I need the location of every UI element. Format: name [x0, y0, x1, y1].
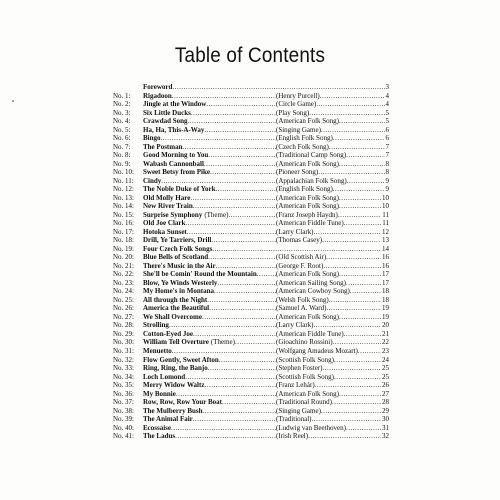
dot-leader	[350, 287, 381, 296]
entry-source: (Franz Joseph Haydn)	[276, 210, 338, 219]
entry-source: (Singing Game)	[276, 406, 321, 415]
entry-note: (Theme)	[210, 338, 235, 347]
entry-source: (American Folk Song)	[276, 202, 339, 211]
contents-entry	[113, 330, 389, 339]
entry-number: No. 17:	[113, 227, 134, 236]
dot-leader	[334, 373, 381, 382]
contents-entry	[113, 194, 389, 203]
entry-number: No. 27:	[113, 312, 134, 321]
entry-number: No. 2:	[113, 100, 131, 109]
entry-source: (American Folk Song)	[276, 159, 339, 168]
entry-title: The Noble Duke of York	[143, 185, 216, 194]
entry-title: Ring, Ring, the Banjo	[143, 364, 208, 373]
entry-title: Drill, Ye Tarriers, Drill	[143, 236, 212, 245]
entry-title: Merry Widow Waltz	[143, 381, 205, 390]
contents-entry	[113, 262, 389, 271]
entry-page-number: 3	[385, 83, 389, 91]
entry-source: (Czech Folk Song)	[276, 142, 329, 151]
entry-page-number: 22	[382, 338, 389, 347]
entry-number: No. 14:	[113, 202, 134, 211]
entry-title: Foreword	[143, 83, 173, 91]
entry-title: The Animal Fair	[143, 415, 193, 424]
entry-page-number: 25	[382, 364, 389, 373]
entry-page-number: 24	[382, 355, 389, 364]
entry-title: Blow, Ye Winds Westerly	[143, 278, 218, 287]
dot-leader	[191, 109, 276, 118]
contents-entry	[113, 202, 389, 211]
entry-source: (George F. Root)	[276, 261, 324, 270]
entry-source: (Circle Game)	[276, 100, 317, 109]
contents-entry	[113, 100, 389, 109]
dot-leader	[172, 347, 276, 356]
contents-entry	[113, 83, 389, 92]
entry-number: No. 5:	[113, 125, 131, 134]
entry-page-number: 17	[382, 270, 389, 279]
dot-leader	[208, 253, 276, 262]
dot-leader	[346, 279, 381, 288]
dot-leader	[188, 117, 276, 126]
entry-page-number: 8	[385, 168, 389, 177]
entry-source: (Henry Purcell)	[276, 91, 320, 100]
entry-title: Surprise Symphony	[143, 210, 203, 219]
contents-entry	[113, 177, 389, 186]
entry-source: (American Folk Song)	[276, 117, 339, 126]
entry-title: Ecossaise	[143, 423, 171, 432]
entry-number: No. 8:	[113, 151, 131, 160]
contents-entry	[113, 432, 389, 441]
entry-title: The Postman	[143, 142, 183, 151]
entry-title: Strolling	[143, 321, 169, 330]
entry-title: The Mulberry Bush	[143, 406, 203, 415]
entry-page-number: 11	[382, 210, 389, 219]
dot-leader	[235, 338, 276, 347]
entry-source: (Traditional)	[276, 415, 312, 424]
contents-entry	[113, 253, 389, 262]
contents-entry	[113, 160, 389, 169]
entry-page-number: 17	[382, 278, 389, 287]
dot-leader	[339, 202, 381, 211]
entry-source: (American Folk Song)	[276, 312, 339, 321]
entry-page-number: 29	[382, 406, 389, 415]
entry-source: (Irish Reel)	[276, 432, 309, 441]
entry-page-number: 30	[382, 415, 389, 424]
entry-title: She'll be Comin' Round the Mountain	[143, 270, 257, 279]
entry-number: No. 15:	[113, 210, 134, 219]
entry-number: No. 29:	[113, 329, 134, 338]
entry-title: Loch Lomond	[143, 372, 186, 381]
entry-number: No. 28:	[113, 321, 134, 330]
dot-leader	[333, 134, 385, 143]
entry-number: No. 33:	[113, 364, 134, 373]
contents-entry	[113, 109, 389, 118]
entry-number: No. 23:	[113, 278, 134, 287]
entry-page-number: 7	[385, 151, 389, 160]
dot-leader	[347, 177, 385, 186]
dot-leader	[322, 364, 381, 373]
dot-leader	[204, 160, 276, 169]
entry-page-number: 19	[382, 304, 389, 313]
contents-entry	[113, 270, 389, 279]
entry-page-number: 31	[382, 423, 389, 432]
contents-entry	[113, 245, 389, 254]
contents-entry	[113, 126, 389, 135]
entry-number: No. 19:	[113, 244, 134, 253]
entry-number: No. 41:	[113, 432, 134, 441]
dot-leader	[333, 185, 385, 194]
entry-source: (Franz Lehár)	[276, 381, 315, 390]
dot-leader	[329, 296, 381, 305]
page-title: Table of Contents	[174, 44, 326, 67]
dot-leader	[332, 398, 381, 407]
entry-number: No. 1:	[113, 91, 131, 100]
dot-leader	[312, 415, 381, 424]
contents-entry	[113, 415, 389, 424]
entry-page-number: 26	[382, 381, 389, 390]
dot-leader	[190, 194, 276, 203]
dot-leader	[185, 219, 276, 228]
entry-source: (American Folk Song)	[276, 270, 339, 279]
entry-number: No. 26:	[113, 304, 134, 313]
contents-entry	[113, 304, 389, 313]
contents-entry	[113, 151, 389, 160]
entry-source: (Ludwig van Beethoven)	[276, 423, 346, 432]
dot-leader	[222, 398, 276, 407]
contents-entry	[113, 219, 389, 228]
dot-leader	[204, 381, 276, 390]
dot-leader	[210, 168, 276, 177]
entry-source: (Old Scottish Air)	[276, 253, 327, 262]
contents-list	[113, 83, 389, 441]
contents-entry	[113, 168, 389, 177]
entry-title: Rigadoon	[143, 91, 172, 100]
entry-source: (Larry Clark)	[276, 227, 314, 236]
entry-page-number: 16	[382, 261, 389, 270]
entry-number: No. 10:	[113, 168, 134, 177]
entry-source: (Welsh Folk Song)	[276, 295, 329, 304]
entry-number: No. 25:	[113, 295, 134, 304]
entry-page-number: 9	[385, 176, 389, 185]
dot-leader	[217, 279, 276, 288]
entry-page-number: 4	[385, 91, 389, 100]
entry-title: There's Music in the Air	[143, 261, 216, 270]
entry-source: (Wolfgang Amadeus Mozart)	[276, 346, 358, 355]
entry-source: (Larry Clark)	[276, 321, 314, 330]
dot-leader	[172, 92, 276, 101]
entry-title: Old Joe Clark	[143, 219, 186, 228]
dot-leader	[333, 338, 381, 347]
entry-number: No. 7:	[113, 142, 131, 151]
dot-leader	[339, 313, 381, 322]
entry-page-number: 18	[382, 287, 389, 296]
dot-leader	[346, 151, 384, 160]
contents-entry	[113, 185, 389, 194]
entry-page-number: 20	[382, 321, 389, 330]
entry-title: Old Molly Hare	[143, 193, 191, 202]
entry-page-number: 28	[382, 398, 389, 407]
entry-page-number: 6	[385, 125, 389, 134]
dot-leader	[193, 330, 276, 339]
dot-leader	[207, 296, 276, 305]
entry-page-number: 7	[385, 142, 389, 151]
entry-source: (American Fiddle Tune)	[276, 329, 344, 338]
entry-page-number: 5	[385, 117, 389, 126]
entry-source: (American Folk Song)	[276, 193, 339, 202]
contents-entry	[113, 321, 389, 330]
entry-page-number: 12	[382, 227, 389, 236]
dot-leader	[346, 424, 381, 433]
dot-leader	[344, 219, 382, 228]
contents-entry	[113, 398, 389, 407]
entry-title: The Ladus	[143, 432, 176, 441]
entry-source: (Traditional Round)	[276, 398, 332, 407]
dot-leader	[339, 194, 381, 203]
entry-source: (Samuel A. Ward)	[276, 304, 327, 313]
contents-entry	[113, 228, 389, 237]
entry-number: No. 21:	[113, 261, 134, 270]
entry-page-number: 4	[385, 100, 389, 109]
dot-leader	[315, 381, 381, 390]
entry-title: New River Train	[143, 202, 193, 211]
entry-number: No. 3:	[113, 108, 131, 117]
entry-page-number: 23	[382, 346, 389, 355]
entry-number: No. 6:	[113, 134, 131, 143]
dot-leader	[358, 347, 381, 356]
entry-title: Four Czech Folk Songs	[143, 244, 213, 253]
entry-number: No. 31:	[113, 346, 134, 355]
dot-leader	[329, 143, 385, 152]
page-speck	[12, 100, 14, 102]
dot-leader	[161, 134, 276, 143]
entry-number: No. 37:	[113, 398, 134, 407]
entry-source: (Pioneer Song)	[276, 168, 319, 177]
dot-leader	[314, 321, 381, 330]
dot-leader	[228, 211, 276, 220]
entry-title: Hotoka Sunset	[143, 227, 187, 236]
dot-leader	[339, 160, 385, 169]
dot-leader	[309, 109, 384, 118]
dot-leader	[339, 117, 385, 126]
entry-page-number: 18	[382, 295, 389, 304]
entry-number: No. 13:	[113, 193, 134, 202]
dot-leader	[326, 304, 381, 313]
entry-source: (English Folk Song)	[276, 134, 333, 143]
entry-source: (Play Song)	[276, 108, 310, 117]
entry-title: Six Little Ducks	[143, 108, 191, 117]
dot-leader	[161, 177, 276, 186]
contents-entry	[113, 134, 389, 143]
entry-source: (Traditional Camp Song)	[276, 151, 347, 160]
entry-number: No. 36:	[113, 389, 134, 398]
entry-source: (American Folk Song)	[276, 389, 339, 398]
contents-entry	[113, 117, 389, 126]
dot-leader	[215, 185, 276, 194]
dot-leader	[318, 168, 384, 177]
entry-title: All through the Night	[143, 295, 208, 304]
dot-leader	[219, 356, 276, 365]
entry-number: No. 11:	[113, 176, 134, 185]
contents-entry	[113, 424, 389, 433]
entry-page-number: 10	[382, 193, 389, 202]
contents-entry	[113, 364, 389, 373]
entry-title: Crawdad Song	[143, 117, 188, 126]
dot-leader	[175, 432, 276, 441]
entry-page-number: 25	[382, 372, 389, 381]
entry-number: No. 24:	[113, 287, 134, 296]
dot-leader	[171, 424, 276, 433]
entry-source: (Stephen Foster)	[276, 364, 323, 373]
contents-entry	[113, 296, 389, 305]
entry-page-number: 16	[382, 253, 389, 262]
entry-number: No. 32:	[113, 355, 134, 364]
dot-leader	[193, 202, 276, 211]
dot-leader	[322, 236, 381, 245]
dot-leader	[339, 390, 381, 399]
dot-leader	[169, 321, 276, 330]
entry-page-number: 6	[385, 134, 389, 143]
dot-leader	[338, 211, 381, 220]
entry-number: No. 9:	[113, 159, 131, 168]
entry-page-number: 32	[382, 432, 389, 441]
dot-leader	[211, 236, 276, 245]
contents-entry	[113, 338, 389, 347]
entry-title: Menuetto	[143, 346, 172, 355]
contents-entry	[113, 143, 389, 152]
entry-title: We Shall Overcome	[143, 312, 202, 321]
contents-entry	[113, 279, 389, 288]
entry-title: Blue Bells of Scotland	[143, 253, 209, 262]
contents-entry	[113, 390, 389, 399]
dot-leader	[185, 373, 276, 382]
dot-leader	[202, 313, 276, 322]
entry-source: (English Folk Song)	[276, 185, 333, 194]
dot-leader	[193, 415, 276, 424]
dot-leader	[320, 92, 385, 101]
entry-source: (Scottish Folk Song)	[276, 372, 334, 381]
entry-title: Row, Row, Row Your Boat	[143, 398, 222, 407]
contents-entry	[113, 373, 389, 382]
entry-page-number: 14	[382, 244, 389, 253]
entry-title: Good Morning to You	[143, 151, 209, 160]
entry-title: Jingle at the Window	[143, 100, 207, 109]
dot-leader	[203, 407, 276, 416]
entry-source: (Scottish Folk Song)	[276, 355, 334, 364]
dot-leader	[308, 432, 381, 441]
entry-number: No. 39:	[113, 415, 134, 424]
entry-page-number: 21	[382, 329, 389, 338]
entry-page-number: 27	[382, 389, 389, 398]
entry-number: No. 35:	[113, 381, 134, 390]
entry-title: Bingo	[143, 134, 161, 143]
dot-leader	[314, 228, 381, 237]
dot-leader	[208, 364, 276, 373]
entry-number: No. 38:	[113, 406, 134, 415]
entry-title: America the Beautiful	[143, 304, 210, 313]
dot-leader	[323, 262, 381, 271]
entry-title: Wabash Cannonball	[143, 159, 204, 168]
entry-page-number: 9	[385, 185, 389, 194]
entry-source: (American Fiddle Tune)	[276, 219, 344, 228]
entry-source: (Appalachian Folk Song)	[276, 176, 347, 185]
entry-page-number: 5	[385, 108, 389, 117]
dot-leader	[212, 245, 381, 254]
entry-number: No. 22:	[113, 270, 134, 279]
dot-leader	[187, 228, 276, 237]
dot-leader	[257, 270, 276, 279]
contents-entry	[113, 92, 389, 101]
entry-number: No. 30:	[113, 338, 134, 347]
dot-leader	[321, 407, 381, 416]
dot-leader	[209, 304, 276, 313]
entry-source: (Thomas Casey)	[276, 236, 323, 245]
dot-leader	[339, 270, 381, 279]
entry-source: (Gioachino Rossini)	[276, 338, 333, 347]
entry-source: (Singing Game)	[276, 125, 321, 134]
entry-note: (Theme)	[204, 210, 229, 219]
dot-leader	[172, 83, 384, 92]
dot-leader	[321, 126, 385, 135]
contents-entry	[113, 211, 389, 220]
entry-number: No. 12:	[113, 185, 134, 194]
entry-number: No. 40:	[113, 423, 134, 432]
dot-leader	[316, 100, 384, 109]
entry-title: William Tell Overture	[143, 338, 209, 347]
dot-leader	[206, 100, 276, 109]
entry-number: No. 20:	[113, 253, 134, 262]
dot-leader	[326, 253, 381, 262]
entry-number: No. 16:	[113, 219, 134, 228]
entry-number: No. 4:	[113, 117, 131, 126]
dot-leader	[182, 143, 276, 152]
entry-number: No. 18:	[113, 236, 134, 245]
contents-entry	[113, 236, 389, 245]
dot-leader	[344, 330, 381, 339]
entry-title: Flow Gently, Sweet Afton	[143, 355, 219, 364]
entry-page-number: 13	[382, 236, 389, 245]
entry-title: My Home's in Montana	[143, 287, 214, 296]
dot-leader	[208, 151, 276, 160]
contents-entry	[113, 356, 389, 365]
entry-title: My Bonnie	[143, 389, 176, 398]
dot-leader	[216, 262, 276, 271]
entry-source: (American Sailing Song)	[276, 278, 346, 287]
contents-entry	[113, 287, 389, 296]
entry-page-number: 19	[382, 312, 389, 321]
dot-leader	[334, 356, 381, 365]
entry-title: Cindy	[143, 176, 162, 185]
entry-page-number: 11	[382, 219, 389, 228]
entry-page-number: 8	[385, 159, 389, 168]
contents-entry	[113, 381, 389, 390]
entry-title: Cotton-Eyed Joe	[143, 329, 193, 338]
entry-title: Ha, Ha, This-A-Way	[143, 125, 205, 134]
dot-leader	[204, 126, 276, 135]
contents-entry	[113, 313, 389, 322]
dot-leader	[214, 287, 276, 296]
entry-number: No. 34:	[113, 372, 134, 381]
entry-title: Sweet Betsy from Pike	[143, 168, 210, 177]
contents-entry	[113, 407, 389, 416]
entry-source: (American Cowboy Song)	[276, 287, 350, 296]
dot-leader	[176, 390, 276, 399]
contents-entry	[113, 347, 389, 356]
entry-page-number: 10	[382, 202, 389, 211]
